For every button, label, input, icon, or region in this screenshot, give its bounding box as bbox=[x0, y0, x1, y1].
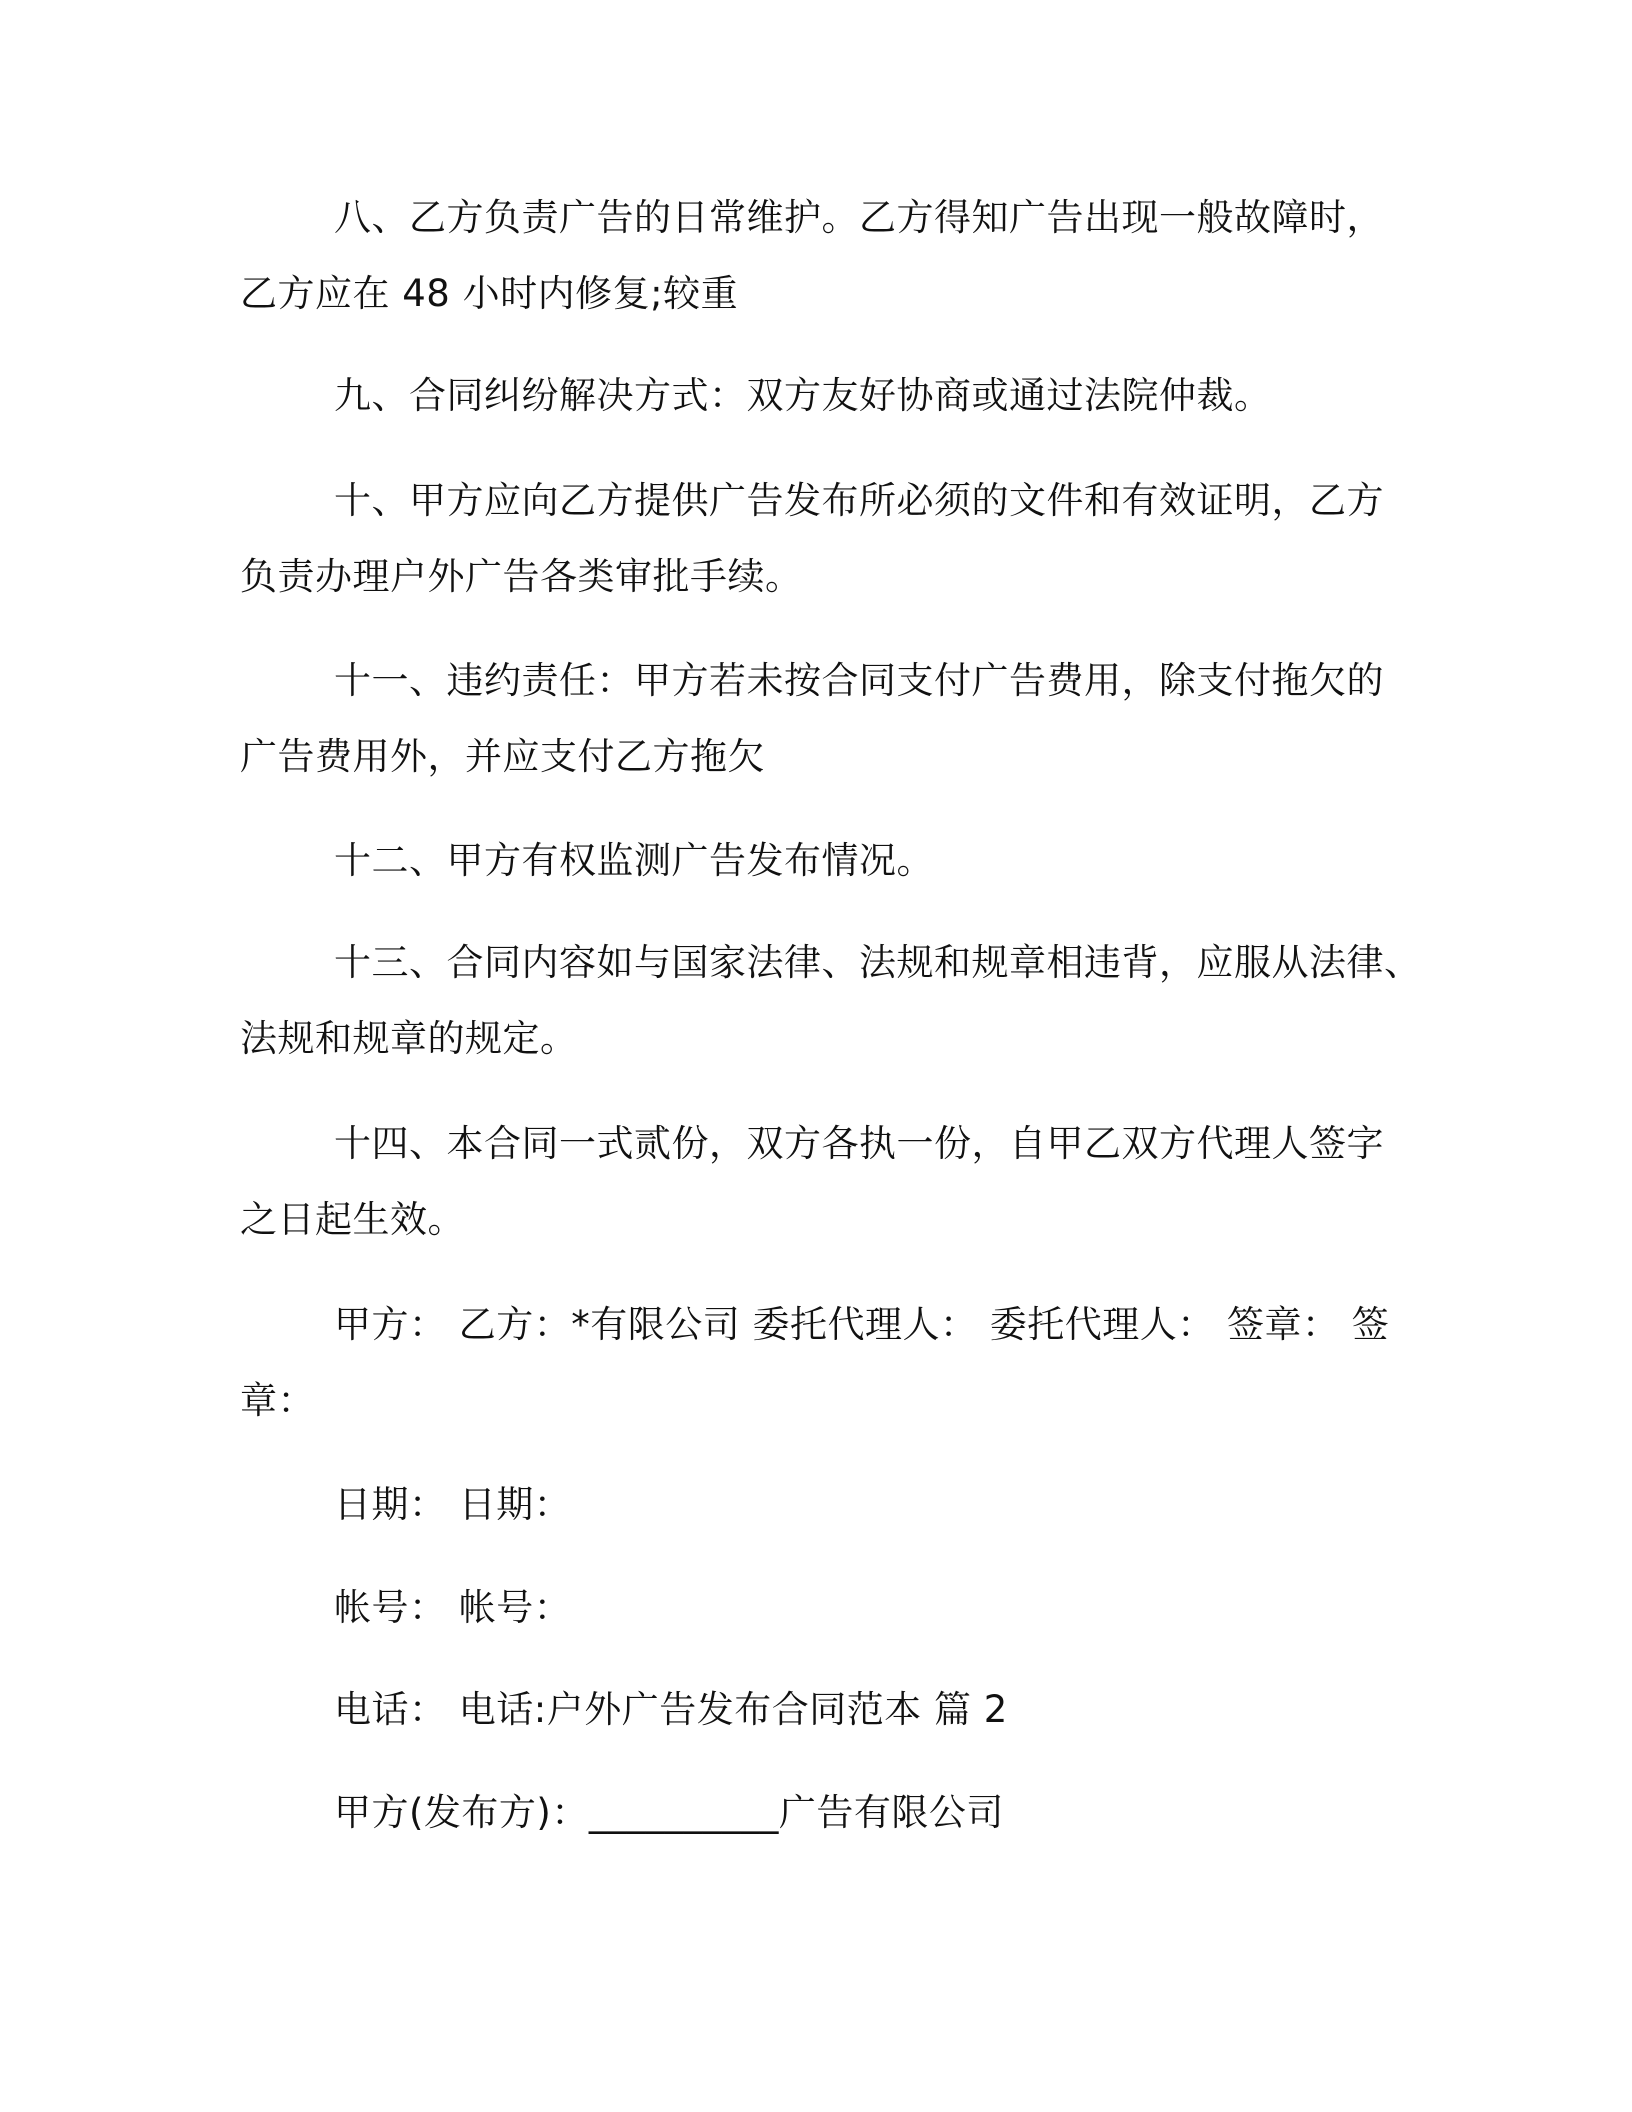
clause-13 bbox=[240, 925, 1422, 1077]
clause-8-line-2: 乙方应在 48 小时内修复;较重 bbox=[240, 272, 739, 315]
clause-10-line-1: 十、甲方应向乙方提供广告发布所必须的文件和有效证明，乙方 bbox=[334, 479, 1384, 522]
account-line: 帐号： 帐号： bbox=[334, 1586, 572, 1629]
clause-14 bbox=[240, 1106, 1400, 1258]
date-line: 日期： 日期： bbox=[334, 1483, 572, 1526]
clause-14-line-1: 十四、本合同一式贰份，双方各执一份，自甲乙双方代理人签字 bbox=[334, 1122, 1384, 1165]
clause-11-line-1: 十一、违约责任：甲方若未按合同支付广告费用，除支付拖欠的 bbox=[334, 659, 1384, 702]
clause-8 bbox=[240, 180, 1400, 332]
phone-line: 电话： 电话:户外广告发布合同范本 篇 2 bbox=[334, 1688, 1008, 1731]
clause-10 bbox=[240, 463, 1400, 615]
signature-line-1: 甲方： 乙方：*有限公司 委托代理人： 委托代理人： 签章： 签 bbox=[334, 1303, 1390, 1346]
signature-block bbox=[240, 1287, 1400, 1439]
signature-line-2: 章： bbox=[240, 1379, 315, 1422]
clause-11-line-2: 广告费用外，并应支付乙方拖欠 bbox=[240, 735, 765, 778]
clause-8-line-1: 八、乙方负责广告的日常维护。乙方得知广告出现一般故障时， bbox=[334, 196, 1384, 239]
clause-10-line-2: 负责办理户外广告各类审批手续。 bbox=[240, 555, 803, 598]
clause-9: 九、合同纠纷解决方式：双方友好协商或通过法院仲裁。 bbox=[334, 374, 1272, 417]
clause-12: 十二、甲方有权监测广告发布情况。 bbox=[334, 839, 934, 882]
clause-11 bbox=[240, 643, 1400, 795]
party-a-line: 甲方(发布方)：__________广告有限公司 bbox=[334, 1791, 1004, 1834]
clause-13-line-2: 法规和规章的规定。 bbox=[240, 1017, 578, 1060]
clause-13-line-1: 十三、合同内容如与国家法律、法规和规章相违背，应服从法律、 bbox=[334, 941, 1422, 984]
clause-14-line-2: 之日起生效。 bbox=[240, 1198, 465, 1241]
